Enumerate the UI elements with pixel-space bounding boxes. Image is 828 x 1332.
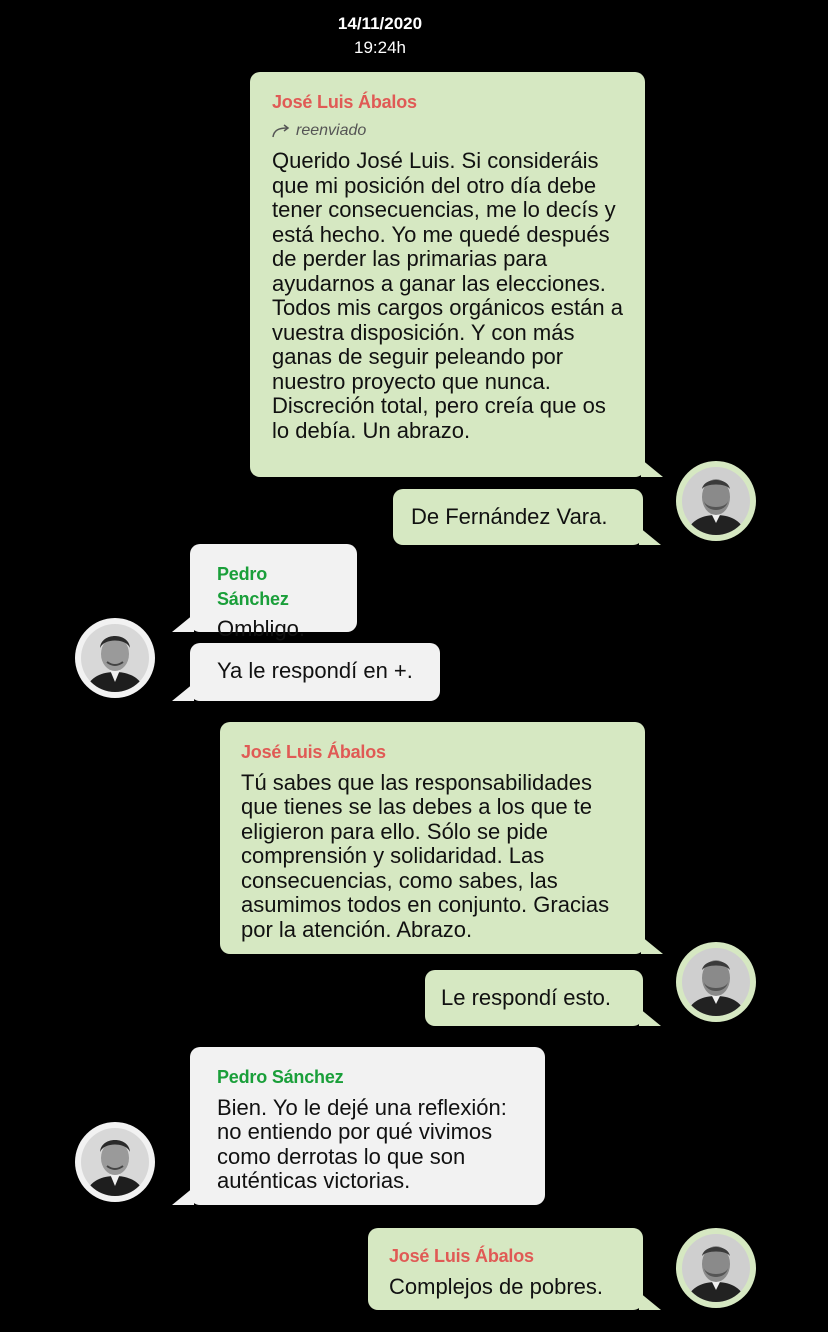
portrait-sanchez-icon xyxy=(81,1128,149,1196)
avatar-abalos[interactable] xyxy=(676,942,756,1022)
message-bubble-3[interactable] xyxy=(190,544,357,641)
sender-name: José Luis Ábalos xyxy=(241,742,386,762)
portrait-abalos-icon xyxy=(682,467,750,535)
message-text: Ombligo. xyxy=(217,616,306,641)
portrait-sanchez-icon xyxy=(81,624,149,692)
portrait-abalos-icon xyxy=(682,1234,750,1302)
message-bubble-7[interactable] xyxy=(190,1047,545,1205)
sender-name: Pedro Sánchez xyxy=(217,564,289,609)
message-bubble-1[interactable] xyxy=(250,72,645,477)
forwarded-indicator xyxy=(272,119,625,144)
avatar-sanchez[interactable] xyxy=(75,618,155,698)
message-text: Tú sabes que las responsabilidades que tienes se las debes a los que te eligieron para ello. Sólo se pide comprensión y solidaridad. Las consecuencias, como sabes, las asumimos todos en conjunto. Gracias por la atención. Abrazo. xyxy=(241,769,610,942)
message-bubble-6[interactable] xyxy=(425,970,643,1026)
chat-date: 14/11/2020 xyxy=(337,14,423,33)
message-text: De Fernández Vara. xyxy=(411,504,608,529)
chat-time: 19:24h xyxy=(354,38,406,57)
message-text: Complejos de pobres. xyxy=(389,1273,604,1299)
avatar-sanchez[interactable] xyxy=(75,1122,155,1202)
forwarded-label: reenviado xyxy=(296,121,367,139)
message-text: Ya le respondí en +. xyxy=(217,658,413,683)
sender-name: José Luis Ábalos xyxy=(389,1246,534,1266)
forward-arrow-icon xyxy=(272,124,292,138)
message-bubble-5[interactable] xyxy=(220,722,645,954)
message-text: Querido José Luis. Si consideráis que mi posición del otro día debe tener consecuencias, me lo decís y está hecho. Yo me quedé después de perder las primarias para ayudarnos a ganar las elecciones. Todos mis cargos orgánicos están a vuestra disposición. Y con más ganas de seguir peleando por nuestro proyecto que nunca. Discreción total, pero creía que os lo debía. Un abrazo. xyxy=(272,148,623,443)
message-text: Bien. Yo le dejé una reflexión: no entiendo por qué vivimos como derrotas lo que son auténticas victorias. xyxy=(217,1094,507,1193)
sender-name: José Luis Ábalos xyxy=(272,92,417,112)
avatar-abalos[interactable] xyxy=(676,1228,756,1308)
portrait-abalos-icon xyxy=(682,948,750,1016)
message-bubble-8[interactable] xyxy=(368,1228,643,1310)
sender-name: Pedro Sánchez xyxy=(217,1067,344,1087)
message-bubble-2[interactable] xyxy=(393,489,643,545)
avatar-abalos[interactable] xyxy=(676,461,756,541)
message-text: Le respondí esto. xyxy=(441,985,612,1010)
message-bubble-4[interactable] xyxy=(190,643,440,701)
